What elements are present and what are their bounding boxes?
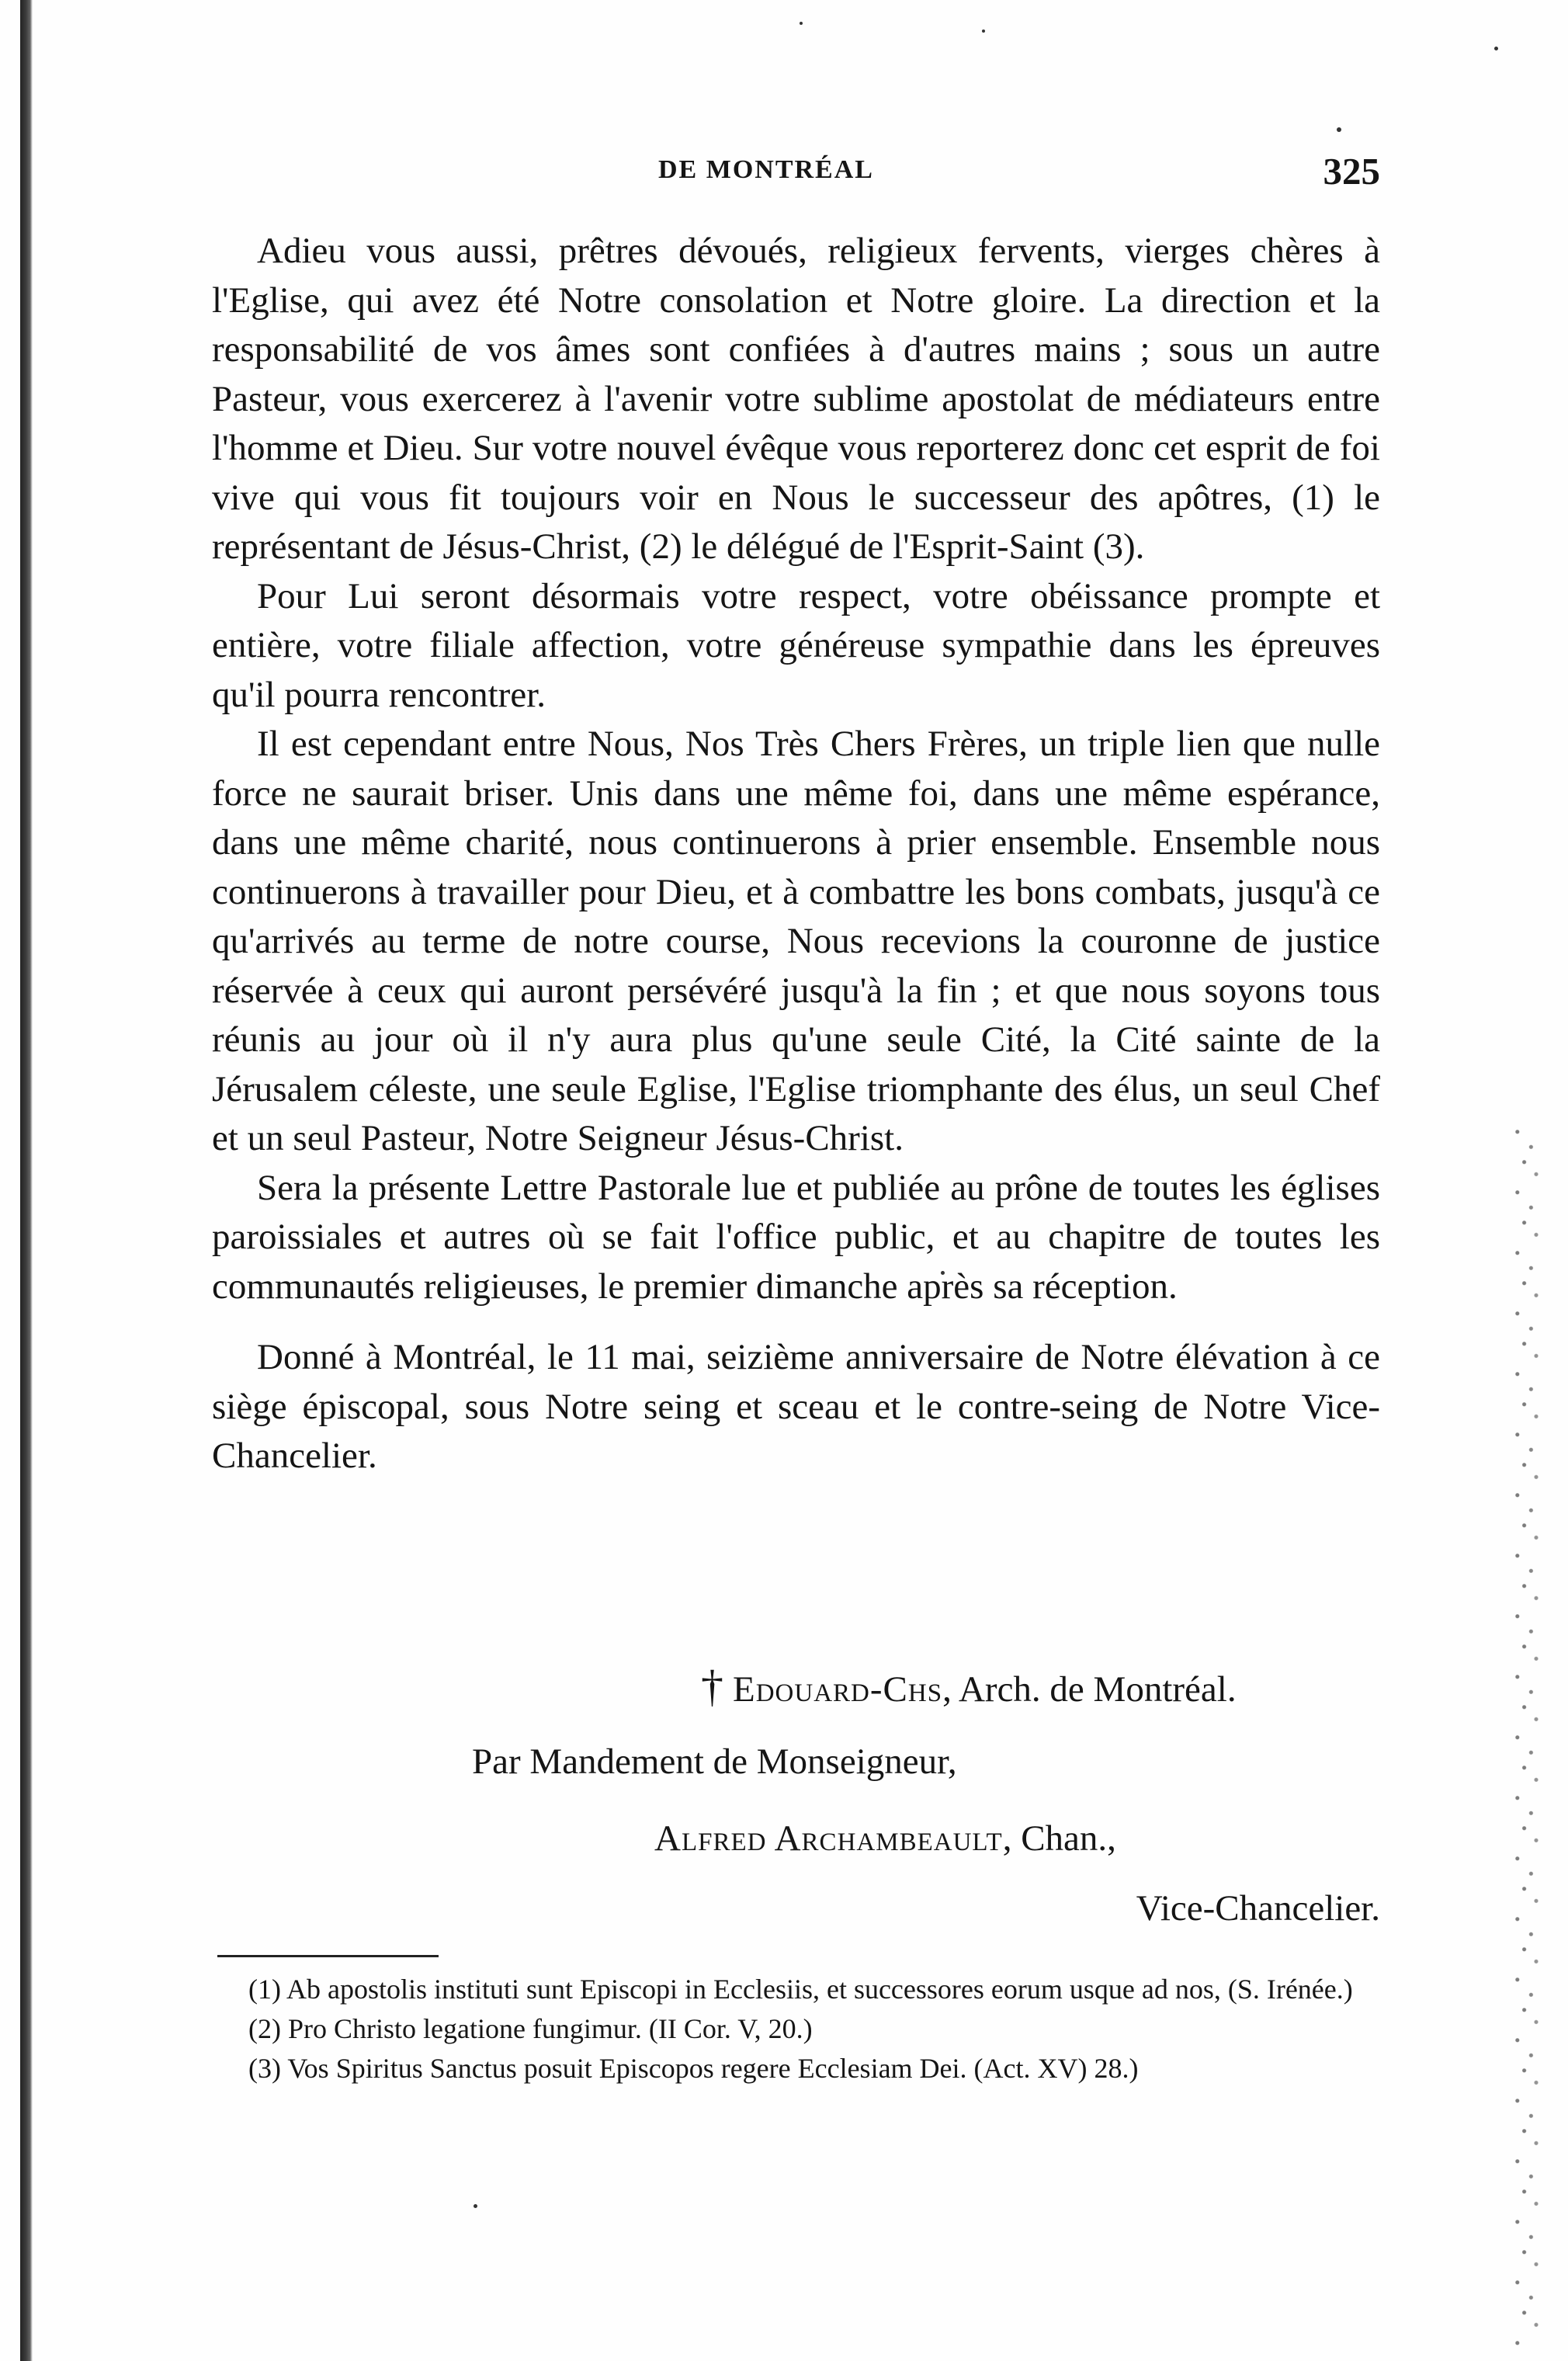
paragraph-date-place: Donné à Montréal, le 11 mai, seizième anniversaire de Notre élévation à ce siège épiscopal, sous Notre seing et sceau et le contre-seing de Notre Vice-Chancelier.	[212, 1337, 1380, 1476]
pastoral-letter-body	[212, 227, 1380, 1481]
scan-noise-right-edge	[1511, 1126, 1545, 2352]
chancellor-name: Alfred Archambeault	[654, 1818, 1003, 1859]
footnotes	[217, 1970, 1374, 2088]
chancellor-signature	[654, 1814, 1116, 1863]
archbishop-name: Edouard-Chs	[733, 1669, 943, 1710]
vice-chancellor-title: Vice-Chancelier.	[1136, 1888, 1380, 1929]
page-number: 325	[1323, 150, 1380, 193]
episcopal-cross-icon: †	[701, 1661, 723, 1711]
mandate-line: Par Mandement de Monseigneur,	[472, 1741, 957, 1782]
running-title: DE MONTRÉAL	[658, 155, 874, 184]
paragraph-farewell-clergy: Adieu vous aussi, prêtres dévoués, religieux fervents, vierges chères à l'Eglise, qui avez été Notre consolation et Notre gloire. La direction et la responsabilité de vos âmes sont confiées à d'autres mains ; sous un autre Pasteur, vous exercerez à l'avenir votre sublime apostolat de médiateurs entre l'homme et Dieu. Sur votre nouvel évêque vous reporterez donc cet esprit de foi vive qui vous fit toujours voir en Nous le successeur des apôtres, (1) le représentant de Jésus-Christ, (2) le délégué de l'Esprit-Saint (3).	[212, 231, 1380, 567]
scan-speck	[1494, 47, 1498, 50]
scan-speck	[1337, 127, 1341, 132]
paragraph-triple-bond: Il est cependant entre Nous, Nos Très Chers Frères, un triple lien que nulle force ne saurait briser. Unis dans une même foi, dans une même espérance, dans une même charité, nous continuerons à prier ensemble. Ensemble nous continuerons à travailler pour Dieu, et à combattre les bons combats, jusqu'à ce qu'arrivés au terme de notre course, Nous recevions la couronne de justice réservée à ceux qui auront persévéré jusqu'à la fin ; et que nous soyons tous réunis au jour où il n'y aura plus qu'une seule Cité, la Cité sainte de la Jérusalem céleste, une seule Eglise, l'Eglise triomphante des élus, un seul Chef et un seul Pasteur, Notre Seigneur Jésus-Christ.	[212, 724, 1380, 1158]
page-header	[212, 149, 1380, 203]
page-binding-shadow	[20, 0, 33, 2361]
footnote-1: (1) Ab apostolis instituti sunt Episcopi in Ecclesiis, et successores eorum usque ad nos, (S. Irénée.)	[248, 1974, 1353, 2005]
scan-speck	[982, 30, 985, 33]
archbishop-title: , Arch. de Montréal.	[942, 1669, 1237, 1710]
chancellor-title: , Chan.,	[1002, 1818, 1116, 1859]
scan-speck	[474, 2204, 477, 2208]
footnote-separator	[217, 1955, 439, 1957]
paragraph-publication-order: Sera la présente Lettre Pastorale lue et publiée au prône de toutes les églises paroissiales et autres où se fait l'office public, et au chapitre de toutes les communautés religieuses, le premier dimanche après sa réception.	[212, 1167, 1380, 1307]
archbishop-signature	[701, 1661, 1237, 1714]
scan-speck	[800, 22, 803, 25]
paragraph-respect-new-bishop: Pour Lui seront désormais votre respect, votre obéissance prompte et entière, votre filiale affection, votre généreuse sympathie dans les épreuves qu'il pourra rencontrer.	[212, 575, 1380, 715]
footnote-2: (2) Pro Christo legatione fungimur. (II Cor. V, 20.)	[248, 2013, 813, 2044]
footnote-3: (3) Vos Spiritus Sanctus posuit Episcopos regere Ecclesiam Dei. (Act. XV) 28.)	[248, 2053, 1139, 2084]
paragraph-spacer	[212, 1311, 1380, 1333]
